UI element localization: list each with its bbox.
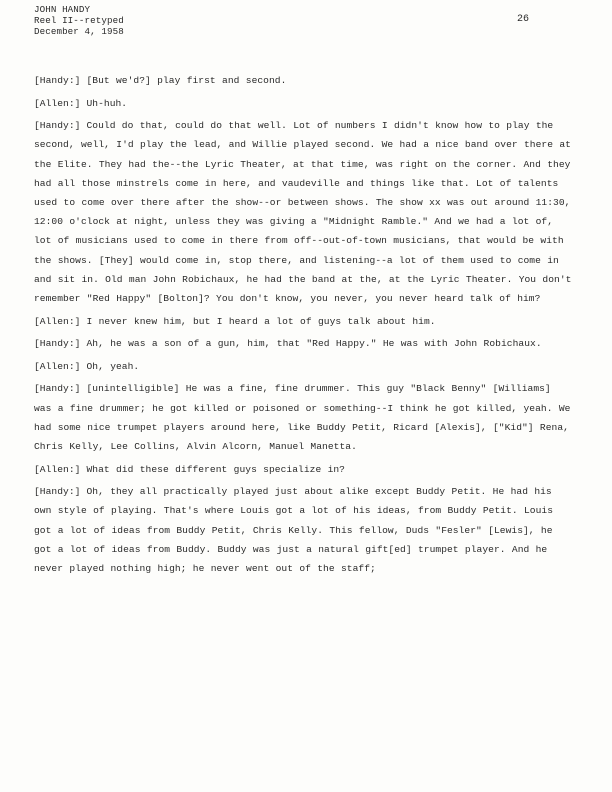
paragraph-text: Uh-huh. xyxy=(86,97,128,109)
header-reel: Reel II--retyped xyxy=(34,15,124,27)
transcript-paragraph xyxy=(34,334,574,353)
paragraph-text: Could do that, could do that well. Lot of numbers I didn't know how to play the second, well, I'd play the lead, and Willie played second. We had a nice band over there at the Elite. They had the--the Lyric Theater, at that time, was right on the corner. And they had all those minstrels come in here, and vaudeville and things like that. Lot of talents used to come over there after the show--or between shows. The show xx was out around 11:30, 12:00 o'clock at night, unless they was giving a "Midnight Ramble." And we had a lot of, lot of musicians used to come in there from off--out-of-town musicians, that would be with the shows. [They] would come in, stop there, and listening--a lot of them used to come in and sit in. Old man John Robichaux, he had the band at the, at the Lyric Theater. You don't remember "Red Happy" [Bolton]? You don't know, you never, you never heard talk of him? xyxy=(34,120,572,305)
transcript-body xyxy=(34,71,574,582)
speaker-label: [Allen:] xyxy=(34,97,81,109)
header-date: December 4, 1958 xyxy=(34,26,124,38)
transcript-paragraph xyxy=(34,460,574,479)
header-interviewee: JOHN HANDY xyxy=(34,4,91,15)
speaker-label: [Handy:] xyxy=(34,486,81,498)
speaker-label: [Allen:] xyxy=(34,463,81,475)
transcript-paragraph xyxy=(34,116,574,308)
paragraph-text: What did these different guys specialize in? xyxy=(86,463,345,475)
speaker-label: [Handy:] xyxy=(34,75,81,86)
transcript-paragraph xyxy=(34,71,574,90)
transcript-paragraph xyxy=(34,482,574,578)
paragraph-text: Ah, he was a son of a gun, him, that "Red Happy." He was with John Robichaux. xyxy=(86,338,542,350)
paragraph-text: [But we'd?] play first and second. xyxy=(86,75,287,86)
speaker-label: [Allen:] xyxy=(34,315,81,327)
paragraph-text: [unintelligible] He was a fine, fine drummer. This guy "Black Benny" [Williams] was a fine drummer; he got killed or poisoned or something--I think he got killed, yeah. We had some nice trumpet players around here, like Buddy Petit, Ricard [Alexis], ["Kid"] Rena, Chris Kelly, Lee Collins, Alvin Alcorn, Manuel Manetta. xyxy=(34,383,571,452)
transcript-paragraph xyxy=(34,312,574,331)
speaker-label: [Handy:] xyxy=(34,383,81,395)
paragraph-text: I never knew him, but I heard a lot of guys talk about him. xyxy=(86,315,436,327)
paragraph-text: Oh, they all practically played just about alike except Buddy Petit. He had his own style of playing. That's where Louis got a lot of his ideas, from Buddy Petit. Louis got a lot of ideas from Buddy Petit, Chris Kelly. This fellow, Duds "Fesler" [Lewis], he got a lot of ideas from Buddy. Buddy was just a natural gift[ed] trumpet player. And he never played nothing high; he never went out of the staff; xyxy=(34,486,554,574)
transcript-paragraph xyxy=(34,379,574,456)
speaker-label: [Handy:] xyxy=(34,338,81,350)
document-header xyxy=(34,4,124,38)
speaker-label: [Handy:] xyxy=(34,120,81,132)
paragraph-text: Oh, yeah. xyxy=(86,360,140,372)
speaker-label: [Allen:] xyxy=(34,360,81,372)
transcript-paragraph xyxy=(34,94,574,113)
page-number: 26 xyxy=(517,14,530,25)
transcript-paragraph xyxy=(34,357,574,376)
